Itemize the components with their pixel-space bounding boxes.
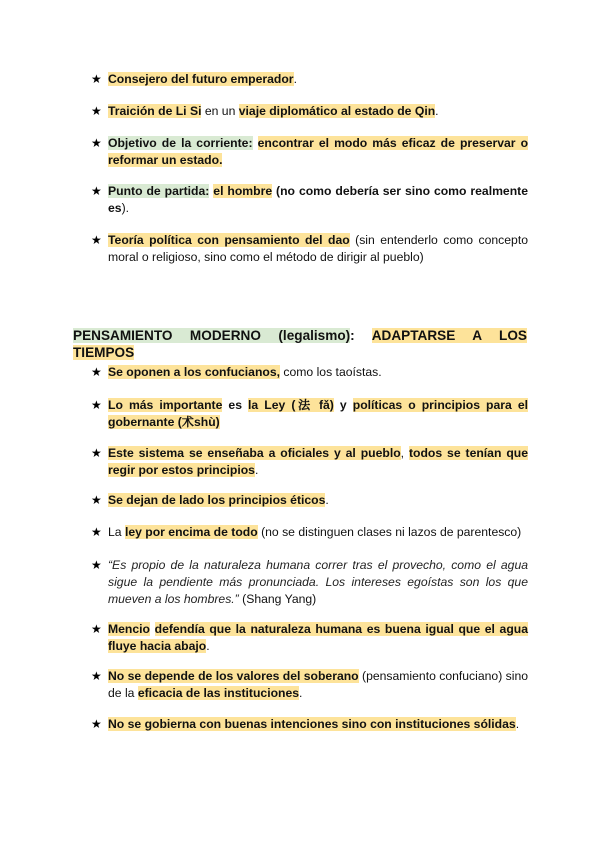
star-bullet-icon: ★: [91, 558, 102, 572]
bullet-text: Se dejan de lado los principios éticos.: [108, 493, 329, 507]
list-item: [91, 183, 528, 217]
star-bullet-icon: ★: [91, 233, 102, 247]
star-bullet-icon: ★: [91, 622, 102, 636]
bullet-text: Este sistema se enseñaba a oficiales y al pueblo, todos se tenían que regir por estos principios.: [108, 446, 528, 477]
star-bullet-icon: ★: [91, 525, 102, 539]
list-item: [91, 135, 528, 169]
list-item: [91, 621, 528, 655]
star-bullet-icon: ★: [91, 493, 102, 507]
bullet-text: Lo más importante es la Ley (法 fǎ) y políticas o principios para el gobernante (术shù): [108, 398, 528, 429]
bullet-text: Objetivo de la corriente: encontrar el modo más eficaz de preservar o reformar un estado.: [108, 136, 529, 167]
heading-part1: PENSAMIENTO MODERNO (legalismo): [73, 328, 351, 343]
list-item: [91, 232, 528, 266]
list-item: [91, 668, 528, 702]
list-item: [91, 364, 528, 381]
star-bullet-icon: ★: [91, 184, 102, 198]
section-heading: PENSAMIENTO MODERNO (legalismo): ADAPTARSE A LOS TIEMPOS: [73, 328, 527, 360]
bullet-text: Mencio defendía que la naturaleza humana es buena igual que el agua fluye hacia abajo.: [108, 622, 529, 653]
bullet-text: La ley por encima de todo (no se distinguen clases ni lazos de parentesco): [108, 525, 522, 539]
star-bullet-icon: ★: [91, 72, 102, 86]
bullet-text: Punto de partida: el hombre (no como debería ser sino como realmente es).: [108, 184, 528, 215]
quote-text: “Es propio de la naturaleza humana correr tras el provecho, como el agua sigue la pendiente más pronunciada. Los intereses egoístas son los que mueven a los hombres.” (Shang Yang): [108, 558, 528, 606]
star-bullet-icon: ★: [91, 136, 102, 150]
bullet-text: Teoría política con pensamiento del dao (sin entenderlo como concepto moral o religioso, sino como el método de dirigir al pueblo): [108, 233, 528, 264]
list-item: [91, 397, 528, 431]
bullet-text: Se oponen a los confucianos, como los taoístas.: [108, 365, 382, 379]
star-bullet-icon: ★: [91, 717, 102, 731]
list-item: [91, 445, 528, 479]
list-item: [91, 557, 528, 608]
star-bullet-icon: ★: [91, 365, 102, 379]
list-item: [91, 524, 528, 541]
star-bullet-icon: ★: [91, 398, 102, 412]
bullet-text: No se depende de los valores del soberano (pensamiento confuciano) sino de la eficacia de las instituciones.: [108, 669, 528, 700]
list-item: [91, 492, 528, 509]
star-bullet-icon: ★: [91, 669, 102, 683]
list-item: [91, 103, 528, 120]
star-bullet-icon: ★: [91, 446, 102, 460]
bullet-text: No se gobierna con buenas intenciones sino con instituciones sólidas.: [108, 717, 520, 731]
heading-part2: ADAPTARSE A LOS: [371, 328, 527, 343]
bullet-text: Consejero del futuro emperador.: [108, 72, 297, 86]
list-item: [91, 716, 528, 733]
bullet-text: Traición de Li Si en un viaje diplomático al estado de Qin.: [108, 104, 439, 118]
star-bullet-icon: ★: [91, 104, 102, 118]
list-item: [91, 71, 528, 88]
